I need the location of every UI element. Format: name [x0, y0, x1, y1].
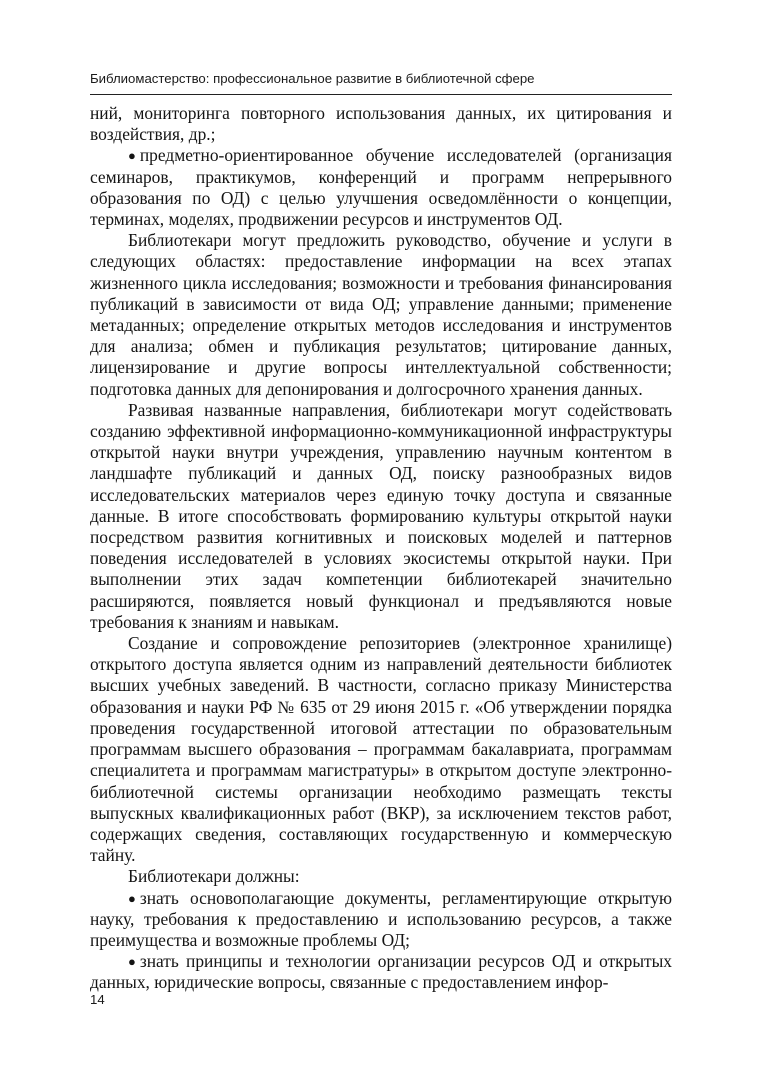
- bullet-text: предметно-ориентированное обучение исследователей (организация семинаров, практикумов, конференций и программ непрерывного образования по ОД) с целью улучшения осведомлённости о концепции, терминах, моделях, продвижении ресурсов и инструментов ОД.: [90, 145, 672, 230]
- bullet-icon: ●: [128, 890, 136, 906]
- paragraph-repositories: Создание и сопровождение репозиториев (электронное хранилище) открытого доступа является одним из направлений деятельности библиотек высших учебных заведений. В частности, согласно приказу Министерства образования и науки РФ № 635 от 29 июня 2015 г. «Об утверждении порядка проведения государственной итоговой аттестации по образовательным программам высшего образования – программам бакалавриата, программам специалитета и программам магистратуры» в открытом доступе электронно-библиотечной системы организации необходимо размещать тексты выпускных квалификационных работ (ВКР), за исключением текстов работ, содержащих сведения, составляющих государственную и коммерческую тайну.: [90, 633, 672, 866]
- running-header: Библиомастерство: профессиональное развитие в библиотечной сфере: [90, 71, 535, 86]
- body-text: [90, 103, 672, 994]
- bullet-icon: ●: [128, 954, 136, 970]
- bullet-text: знать принципы и технологии организации ресурсов ОД и открытых данных, юридические вопросы, связанные с предоставлением инфор-: [90, 951, 672, 993]
- header-rule: [90, 94, 672, 95]
- page-number: 14: [90, 992, 105, 1007]
- bullet-item-principles: [90, 951, 672, 993]
- bullet-icon: ●: [128, 148, 136, 164]
- bullet-item-training: [90, 145, 672, 230]
- bullet-item-documents: [90, 888, 672, 952]
- paragraph-infrastructure: Развивая названные направления, библиотекари могут содействовать созданию эффективной информационно-коммуникационной инфраструктуры открытой науки внутри учреждения, управлению научным контентом в ландшафте публикаций и данных ОД, поиску разнообразных видов исследовательских материалов через единую точку доступа и связанные данные. В итоге способствовать формированию культуры открытой науки посредством развития когнитивных и поисковых моделей и паттернов поведения исследователей в условиях экосистемы открытой науки. При выполнении этих задач компетенции библиотекарей значительно расширяются, появляется новый функционал и предъявляются новые требования к знаниям и навыкам.: [90, 399, 672, 632]
- paragraph-librarians-should: Библиотекари должны:: [128, 866, 300, 887]
- paragraph-services: Библиотекари могут предложить руководство, обучение и услуги в следующих областях: предоставление информации на всех этапах жизненного цикла исследования; возможности и требования финансирования публикаций в зависимости от вида ОД; управление данными; применение метаданных; определение открытых методов исследования и инструментов для анализа; обмен и публикация результатов; цитирование данных, лицензирование и другие вопросы интеллектуальной собственности; подготовка данных для депонирования и долгосрочного хранения данных.: [90, 230, 672, 399]
- paragraph-continuation: ний, мониторинга повторного использования данных, их цитирования и воздействия, др.;: [90, 103, 672, 145]
- bullet-text: знать основополагающие документы, регламентирующие открытую науку, требования к предоставлению и использованию ресурсов, а также преимущества и возможные проблемы ОД;: [90, 887, 672, 950]
